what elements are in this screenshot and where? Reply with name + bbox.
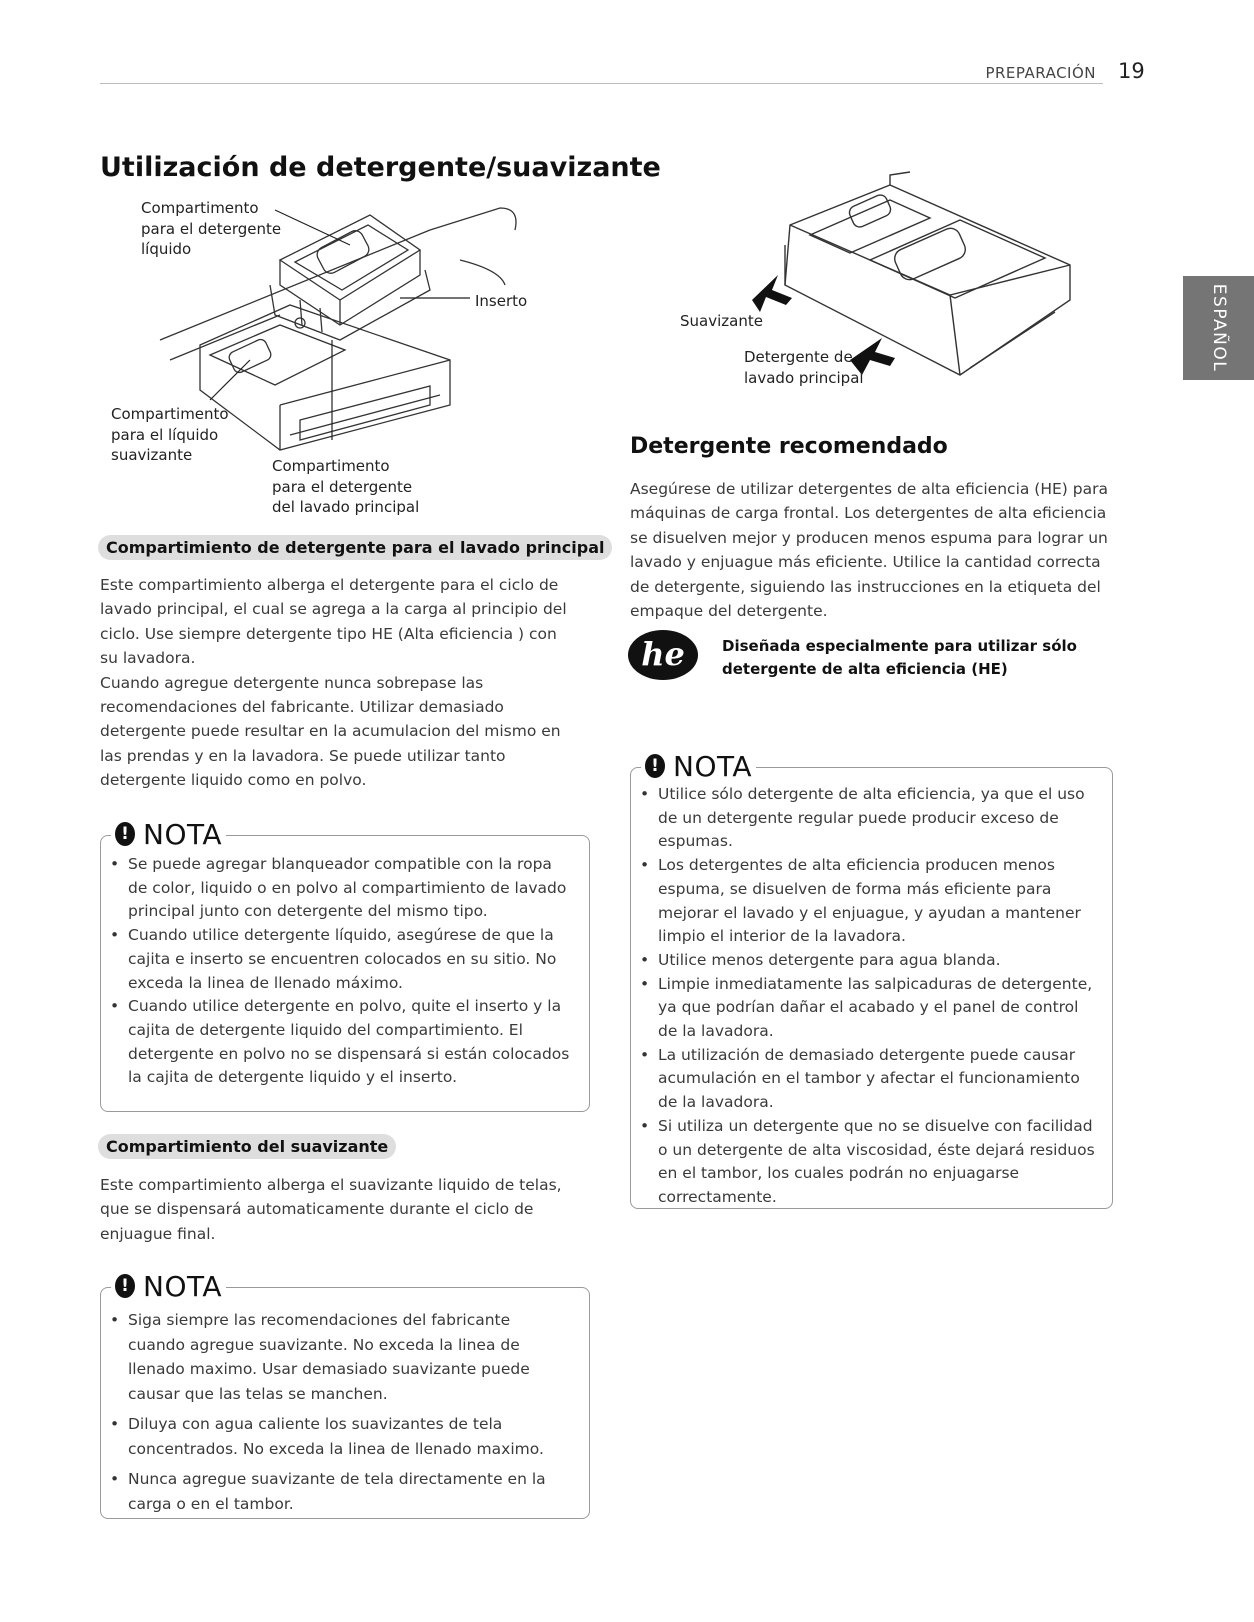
note-item: • Diluya con agua caliente los suavizantes de tela concentrados. No exceda la linea de llenado maximo.	[101, 1412, 571, 1461]
main-wash-heading: Compartimiento de detergente para el lavado principal	[98, 535, 612, 560]
softener-text: Este compartimiento alberga el suavizante liquido de telas, que se dispensará automaticamente durante el ciclo de enjuague final.	[100, 1176, 562, 1243]
note-item: • Utilice menos detergente para agua blanda.	[631, 949, 1101, 973]
note-item: • Siga siempre las recomendaciones del fabricante cuando agregue suavizante. No exceda la linea de llenado maximo. Usar demasiado suavizante puede causar que las telas se manchen.	[101, 1308, 571, 1406]
note-title: NOTA	[143, 817, 223, 851]
note-title: NOTA	[143, 1269, 223, 1303]
header-divider	[100, 83, 1103, 84]
recommended-detergent-text: Asegúrese de utilizar detergentes de alta eficiencia (HE) para máquinas de carga frontal. Los detergentes de alta eficiencia se disuelven mejor y producen menos espuma para lograr un lavado y enjuague más eficiente. Utilice la cantidad correcta de detergente, siguiendo las instrucciones en la etiqueta del empaque del detergente.	[630, 480, 1108, 621]
language-side-tab	[1183, 276, 1254, 380]
note-box-1	[100, 817, 590, 1112]
he-logo-icon	[628, 630, 698, 680]
exclamation-icon: !	[115, 822, 135, 846]
note-item: • Limpie inmediatamente las salpicaduras de detergente, ya que podrían dañar el acabado y el panel de control de la lavadora.	[631, 973, 1101, 1044]
note-item: • La utilización de demasiado detergente puede causar acumulación en el tambor y afectar el funcionamiento de la lavadora.	[631, 1044, 1101, 1115]
note-box-3	[630, 749, 1113, 1209]
language-side-tab-label: ESPAÑOL	[1208, 283, 1229, 373]
page-title: Utilización de detergente/suavizante	[100, 152, 661, 183]
he-caption-line-2: detergente de alta eficiencia (HE)	[722, 660, 1008, 678]
label-insert: Inserto	[475, 292, 528, 310]
main-wash-text	[100, 573, 570, 793]
recommended-detergent-heading: Detergente recomendado	[630, 434, 948, 459]
note-list-1	[101, 853, 576, 1090]
note-item: • Cuando utilice detergente líquido, asegúrese de que la cajita e inserto se encuentren colocados en su sitio. No exceda la linea de llenado máximo.	[101, 924, 576, 995]
note-list-3	[631, 783, 1101, 1210]
page-number: 19	[1118, 59, 1145, 83]
note-item: • Se puede agregar blanqueador compatible con la ropa de color, liquido o en polvo al compartimiento de lavado principal junto con detergente del mismo tipo.	[101, 853, 576, 924]
note-box-2	[100, 1269, 590, 1519]
note-item: • Nunca agregue suavizante de tela directamente en la carga o en el tambor.	[101, 1467, 571, 1516]
softener-heading: Compartimiento del suavizante	[98, 1134, 396, 1159]
label-softener: Suavizante	[680, 312, 763, 330]
label-softener-compartment: Compartimento para el líquido suavizante	[111, 405, 229, 464]
note-list-2	[101, 1308, 571, 1516]
note-item: • Los detergentes de alta eficiencia producen menos espuma, se disuelven de forma más eficiente para mejorar el lavado y el enjuague, y ayudan a mantener limpio el interior de la lavadora.	[631, 854, 1101, 949]
main-wash-para-1: Este compartimiento alberga el detergente para el ciclo de lavado principal, el cual se agrega a la carga al principio del ciclo. Use siempre detergente tipo HE (Alta eficiencia ) con su lavadora.	[100, 576, 567, 668]
label-main-wash-compartment: Compartimento para el detergente del lavado principal	[272, 457, 420, 516]
main-wash-para-2: Cuando agregue detergente nunca sobrepase las recomendaciones del fabricante. Utilizar demasiado detergente puede resultar en la acumulacion del mismo en las prendas y en la lavadora. Se puede utilizar tanto detergente liquido como en polvo.	[100, 673, 561, 790]
note-item: • Cuando utilice detergente en polvo, quite el inserto y la cajita de detergente liquido del compartimiento. El detergente en polvo no se dispensará si están colocados la cajita de detergente liquido y el inserto.	[101, 995, 576, 1090]
he-caption	[722, 635, 1077, 681]
note-item: • Si utiliza un detergente que no se disuelve con facilidad o un detergente de alta viscosidad, éste dejará residuos en el tambor, los cuales podrán no enjuagarse correctamente.	[631, 1115, 1101, 1210]
exclamation-icon: !	[645, 754, 665, 778]
note-item: • Utilice sólo detergente de alta eficiencia, ya que el uso de un detergente regular puede producir exceso de espumas.	[631, 783, 1101, 854]
note-title: NOTA	[673, 749, 753, 783]
note-header	[111, 1268, 226, 1304]
note-header	[641, 748, 756, 784]
header-section-title: PREPARACIÓN	[985, 64, 1096, 82]
note-header	[111, 816, 226, 852]
he-logo-text: he	[641, 635, 685, 673]
exclamation-icon: !	[115, 1274, 135, 1298]
label-liquid-detergent-compartment: Compartimento para el detergente líquido	[141, 199, 282, 258]
label-main-wash-detergent: Detergente de lavado principal	[744, 348, 864, 387]
he-caption-line-1: Diseñada especialmente para utilizar sólo	[722, 637, 1077, 655]
